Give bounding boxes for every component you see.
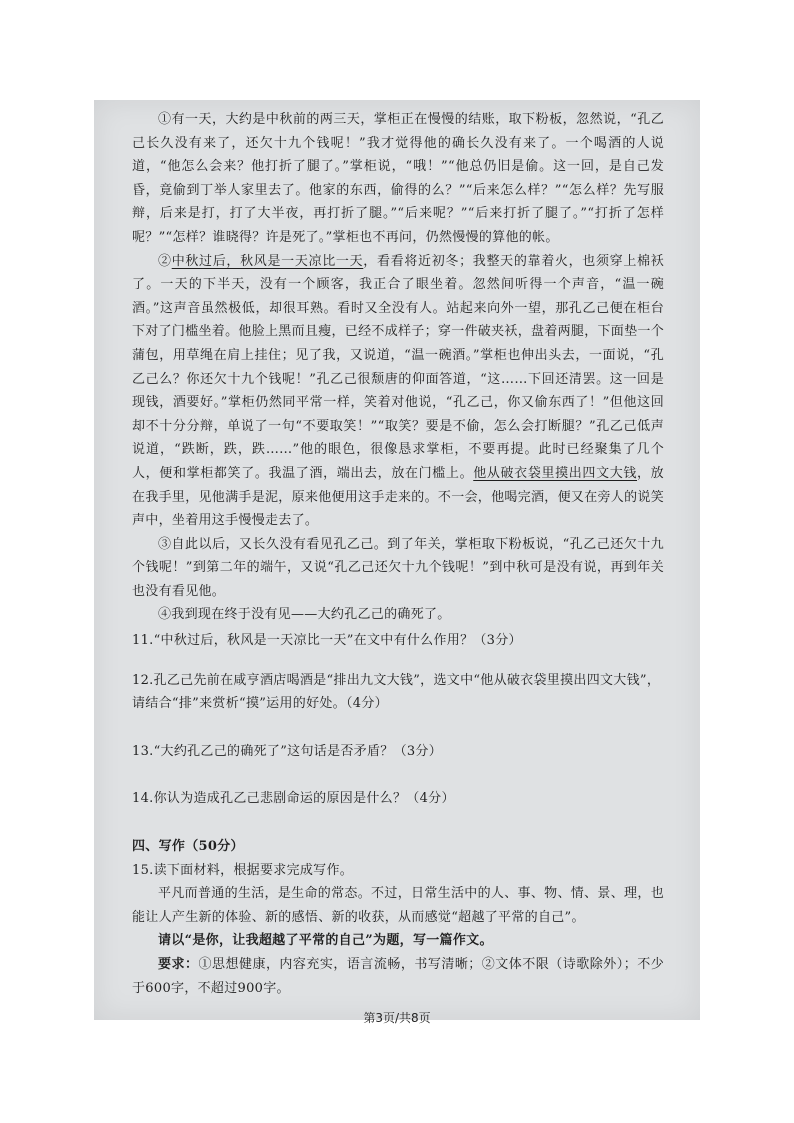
passage-paragraph-2 (132, 250, 664, 533)
page-number: 第3页/共8页 (363, 1011, 431, 1025)
passage-paragraph-3: ③自此以后，又长久没有看见孔乙己。到了年关，掌柜取下粉板说，“孔乙己还欠十九个钱呢！”到第二年的端午，又说“孔乙己还欠十九个钱呢！”到中秋可是没有说，再到年关也没有看见他。 (132, 536, 664, 599)
requirements-label: 要求： (158, 957, 199, 972)
paragraph-number: ② (158, 253, 172, 269)
writing-prompt: 请以“是你，让我超越了平常的自己”为题，写一篇作文。 (158, 933, 493, 949)
underlined-sentence: 中秋过后，秋风是一天凉比一天 (171, 253, 364, 269)
question-14: 14.你认为造成孔乙己悲剧命运的原因是什么？（4分） (132, 791, 455, 807)
exam-content (132, 108, 664, 1000)
passage-paragraph-4: ④我到现在终于没有见——大约孔乙己的确死了。 (158, 607, 451, 623)
passage-text: ，放在我手里，见他满手是泥，原来他便用这手走来的。不一会，他喝完酒，便又在旁人的说笑声中，坐着用这手慢慢走去了。 (132, 465, 665, 529)
passage-text: ，看看将近初冬；我整天的靠着火，也须穿上棉袄了。一天的下半天，没有一个顾客，我正合了眼坐着。忽然间听得一个声音，“温一碗酒。”这声音虽然极低，却很耳熟。看时又全没有人。站起来向外一望，那孔乙己便在柜台下对了门槛坐着。他脸上黑而且瘦，已经不成样子；穿一件破夹袄，盘着两腿，下面垫一个蒲包，用草绳在肩上挂住；见了我，又说道，“温一碗酒。”掌柜也伸出头去，一面说，“孔乙己么？你还欠十九个钱呢！”孔乙己很颓唐的仰面答道，“这……下回还清罢。这一回是现钱，酒要好。”掌柜仍然同平常一样，笑着对他说，“孔乙己，你又偷东西了！”但他这回却不十分分辩，单说了一句“不要取笑！”“取笑？要是不偷，怎么会打断腿？”孔乙己低声说道，“跌断，跌，跌……”他的眼色，很像恳求掌柜，不要再提。此时已经聚集了几个人，便和掌柜都笑了。我温了酒，端出去，放在门槛上。 (132, 253, 665, 481)
writing-section-title: 四、写作（50分） (132, 839, 244, 855)
question-13: 13.“大约孔乙己的确死了”这句话是否矛盾？（3分） (132, 743, 443, 759)
question-15: 15.读下面材料，根据要求完成写作。 (132, 862, 354, 878)
question-11: 11.“中秋过后，秋风是一天凉比一天”在文中有什么作用？（3分） (132, 633, 522, 649)
writing-requirements (132, 953, 664, 1000)
requirements-text: ①思想健康，内容充实，语言流畅，书写清晰；②文体不限（诗歌除外）；不少于600字，不超过900字。 (132, 957, 664, 996)
exam-page (94, 100, 700, 1020)
writing-material: 平凡而普通的生活，是生命的常态。不过，日常生活中的人、事、物、情、景、理，也能让人产生新的体验、新的感悟、新的收获，从而感觉“超越了平常的自己”。 (132, 886, 664, 925)
underlined-sentence: 他从破衣袋里摸出四文大钱 (473, 465, 638, 481)
question-12: 12.孔乙己先前在咸亨酒店喝酒是“排出九文大钱”，选文中“他从破衣袋里摸出四文大钱”，请结合“排”来赏析“摸”运用的好处。（4分） (132, 672, 661, 712)
passage-paragraph-1: ①有一天，大约是中秋前的两三天，掌柜正在慢慢的结账，取下粉板，忽然说，“孔乙己长久没有来了，还欠十九个钱呢！”我才觉得他的确长久没有来了。一个喝酒的人说道，“他怎么会来？他打折了腿了。”掌柜说，“哦！”“他总仍旧是偷。这一回，是自己发昏，竟偷到丁举人家里去了。他家的东西，偷得的么？”“后来怎么样？”“怎么样？先写服辩，后来是打，打了大半夜，再打折了腿。”“后来呢？”“后来打折了腿了。”“打折了怎样呢？”“怎样？谁晓得？许是死了。”掌柜也不再问，仍然慢慢的算他的帐。 (132, 112, 664, 245)
